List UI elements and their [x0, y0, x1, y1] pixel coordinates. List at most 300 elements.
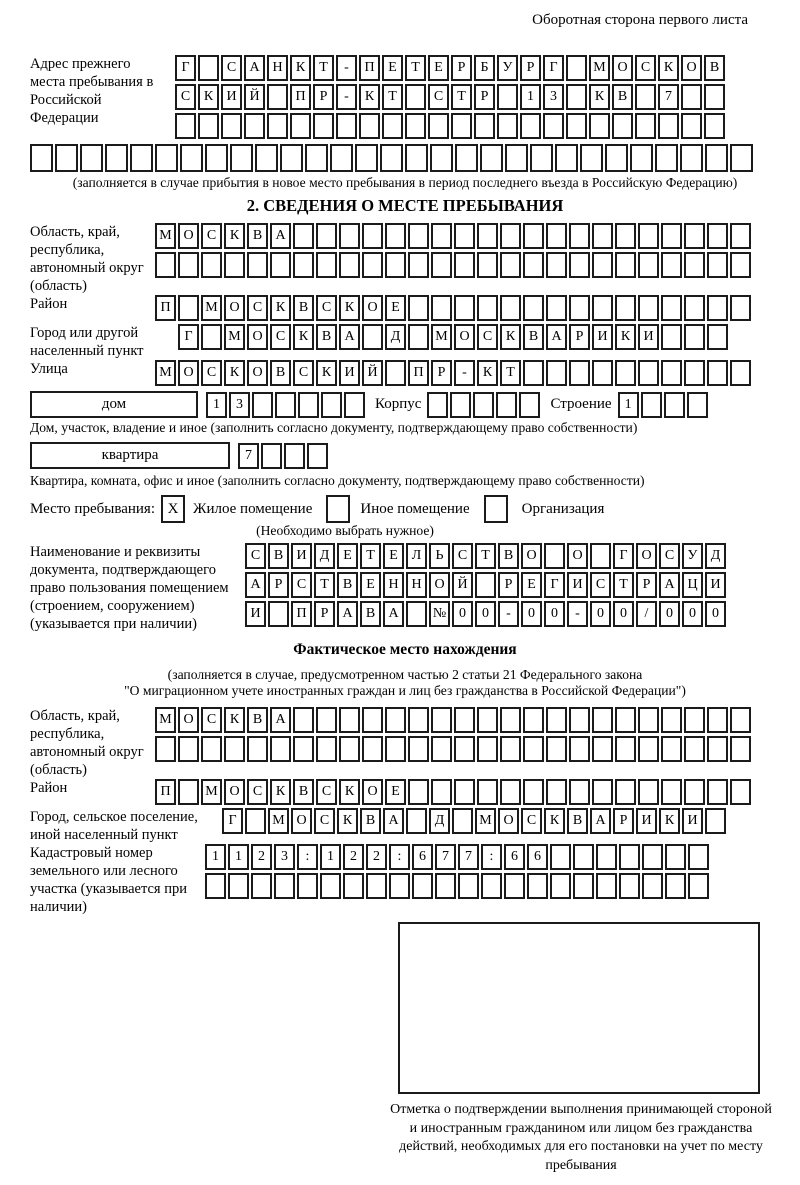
char-cell [569, 736, 590, 762]
char-cell [569, 707, 590, 733]
char-cell [201, 324, 222, 350]
char-cell [664, 392, 685, 418]
zhiloe-label: Жилое помещение [193, 500, 313, 517]
char-cell: О [636, 543, 657, 569]
char-cell: Е [385, 779, 406, 805]
char-cell [497, 113, 518, 139]
char-cell [80, 144, 103, 172]
char-cell: Г [175, 55, 196, 81]
char-cell [505, 144, 528, 172]
char-cell: Р [474, 84, 495, 110]
char-cell: В [247, 223, 268, 249]
char-cell: / [636, 601, 657, 627]
char-cell [546, 707, 567, 733]
char-cell: 0 [475, 601, 496, 627]
char-cell [55, 144, 78, 172]
char-cell [615, 736, 636, 762]
mesto-caption: (Необходимо выбрать нужное) [256, 523, 434, 538]
char-cell [573, 844, 594, 870]
char-cell [707, 360, 728, 386]
char-cell [704, 84, 725, 110]
char-cell: В [704, 55, 725, 81]
char-cell [530, 144, 553, 172]
char-cell [477, 707, 498, 733]
char-cell [500, 779, 521, 805]
char-cell [523, 736, 544, 762]
char-cell [688, 873, 709, 899]
section2-title: 2. СВЕДЕНИЯ О МЕСТЕ ПРЕБЫВАНИЯ [246, 196, 564, 215]
char-cell [178, 779, 199, 805]
char-cell: Е [428, 55, 449, 81]
korpus-cells [427, 392, 540, 418]
char-cell: М [155, 707, 176, 733]
char-cell: И [592, 324, 613, 350]
char-cell [362, 707, 383, 733]
char-cell: У [682, 543, 703, 569]
char-cell [382, 113, 403, 139]
char-cell [408, 252, 429, 278]
char-cell [316, 707, 337, 733]
char-cell [473, 392, 494, 418]
char-cell [661, 295, 682, 321]
inoe-label: Иное помещение [360, 500, 470, 517]
char-cell: К [477, 360, 498, 386]
char-cell: 6 [527, 844, 548, 870]
char-cell: С [270, 324, 291, 350]
char-cell [500, 736, 521, 762]
char-cell [619, 873, 640, 899]
char-cell [680, 144, 703, 172]
char-cell [684, 223, 705, 249]
char-cell [105, 144, 128, 172]
char-cell [684, 360, 705, 386]
char-cell [635, 84, 656, 110]
char-cell: А [270, 223, 291, 249]
char-cell: Р [268, 572, 289, 598]
char-cell: И [636, 808, 657, 834]
char-cell: - [567, 601, 588, 627]
char-cell: П [359, 55, 380, 81]
char-cell: Д [385, 324, 406, 350]
char-cell [705, 144, 728, 172]
checkbox-cell [326, 495, 350, 523]
char-cell [362, 736, 383, 762]
char-cell [681, 113, 702, 139]
char-cell [408, 779, 429, 805]
char-cell [290, 113, 311, 139]
char-cell [500, 707, 521, 733]
fakt-rayon-row [155, 779, 780, 805]
char-cell: 0 [682, 601, 703, 627]
char-cell: К [359, 84, 380, 110]
fakt-oblast-label: Область, край, республика, автономный округ (область) [30, 708, 144, 778]
char-cell [480, 144, 503, 172]
fakt-gorod-row [222, 808, 780, 834]
rayon-field [30, 295, 780, 324]
char-cell: И [682, 808, 703, 834]
char-cell [321, 392, 342, 418]
char-cell [477, 779, 498, 805]
char-cell [665, 844, 686, 870]
char-cell [569, 252, 590, 278]
doc-row-1 [245, 543, 780, 569]
char-cell [573, 873, 594, 899]
char-cell [454, 736, 475, 762]
char-cell [596, 844, 617, 870]
char-cell [268, 601, 289, 627]
char-cell [344, 392, 365, 418]
char-cell [275, 392, 296, 418]
char-cell [228, 873, 249, 899]
kadastr-field [30, 844, 780, 916]
char-cell: В [360, 601, 381, 627]
char-cell [520, 113, 541, 139]
char-cell [244, 113, 265, 139]
prev-address-row-2 [175, 84, 780, 110]
char-cell: Т [451, 84, 472, 110]
fakt-oblast-row-2 [155, 736, 780, 762]
char-cell: Р [569, 324, 590, 350]
char-cell [523, 223, 544, 249]
char-cell [313, 113, 334, 139]
char-cell [592, 707, 613, 733]
prev-address-row-4 [30, 144, 780, 172]
char-cell: - [498, 601, 519, 627]
kvartira-caption: Квартира, комната, офис и иное (заполнить согласно документу, подтверждающему право собственности) [30, 473, 645, 488]
char-cell: М [589, 55, 610, 81]
char-cell [592, 779, 613, 805]
char-cell [155, 736, 176, 762]
char-cell: К [500, 324, 521, 350]
char-cell: А [245, 572, 266, 598]
char-cell [293, 223, 314, 249]
char-cell [412, 873, 433, 899]
char-cell: 0 [613, 601, 634, 627]
char-cell [408, 223, 429, 249]
char-cell [497, 84, 518, 110]
char-cell [454, 252, 475, 278]
char-cell: П [155, 295, 176, 321]
char-cell: : [389, 844, 410, 870]
stamp-caption: Отметка о подтверждении выполнения принимающей стороной и иностранным гражданином или лицом без гражданства действий, необходимых для его постановки на учет по месту пребывания [390, 1102, 772, 1173]
char-cell [592, 736, 613, 762]
char-cell: С [635, 55, 656, 81]
char-cell [615, 360, 636, 386]
char-cell: К [293, 324, 314, 350]
char-cell [452, 808, 473, 834]
char-cell: 3 [229, 392, 250, 418]
stroenie-cells [618, 392, 708, 418]
char-cell: Т [313, 55, 334, 81]
char-cell: 1 [618, 392, 639, 418]
char-cell: Г [222, 808, 243, 834]
char-cell: И [567, 572, 588, 598]
char-cell: К [224, 223, 245, 249]
char-cell [481, 873, 502, 899]
char-cell [704, 113, 725, 139]
char-cell [267, 113, 288, 139]
ulitsa-field [30, 360, 780, 389]
char-cell [642, 844, 663, 870]
char-cell: 7 [658, 84, 679, 110]
char-cell: 1 [520, 84, 541, 110]
char-cell: 0 [590, 601, 611, 627]
char-cell [307, 443, 328, 469]
mesto-row [30, 495, 780, 523]
char-cell: Т [405, 55, 426, 81]
char-cell [592, 360, 613, 386]
char-cell [661, 252, 682, 278]
char-cell [638, 295, 659, 321]
char-cell [180, 144, 203, 172]
char-cell [500, 223, 521, 249]
char-cell [175, 113, 196, 139]
char-cell: 2 [366, 844, 387, 870]
char-cell [638, 736, 659, 762]
kvartira-box: квартира [30, 442, 230, 469]
char-cell [705, 808, 726, 834]
char-cell [297, 873, 318, 899]
doc-row-2 [245, 572, 780, 598]
char-cell: П [290, 84, 311, 110]
char-cell [477, 252, 498, 278]
fakt-gorod-label: Город, сельское поселение, иной населенный пункт [30, 809, 198, 843]
char-cell: П [408, 360, 429, 386]
char-cell: С [521, 808, 542, 834]
char-cell [293, 707, 314, 733]
char-cell [500, 295, 521, 321]
char-cell: 0 [705, 601, 726, 627]
char-cell [500, 252, 521, 278]
char-cell [316, 223, 337, 249]
char-cell: К [198, 84, 219, 110]
char-cell [555, 144, 578, 172]
char-cell [566, 55, 587, 81]
char-cell [155, 252, 176, 278]
fakt-rayon-field [30, 779, 780, 808]
char-cell [684, 736, 705, 762]
char-cell [477, 295, 498, 321]
char-cell: Ц [682, 572, 703, 598]
char-cell: О [567, 543, 588, 569]
char-cell: А [383, 808, 404, 834]
char-cell [339, 707, 360, 733]
char-cell [638, 707, 659, 733]
char-cell: К [589, 84, 610, 110]
dom-number-cells [206, 392, 365, 418]
char-cell [454, 295, 475, 321]
oblast-field [30, 223, 780, 295]
char-cell [252, 392, 273, 418]
fakt-oblast-row-1 [155, 707, 780, 733]
char-cell [339, 736, 360, 762]
char-cell [615, 707, 636, 733]
char-cell [569, 223, 590, 249]
char-cell: С [316, 779, 337, 805]
char-cell [684, 707, 705, 733]
char-cell [546, 295, 567, 321]
char-cell [247, 736, 268, 762]
char-cell [293, 736, 314, 762]
char-cell: 2 [343, 844, 364, 870]
char-cell [630, 144, 653, 172]
char-cell [592, 223, 613, 249]
char-cell [546, 360, 567, 386]
prev-address-row-1 [175, 55, 780, 81]
char-cell [566, 113, 587, 139]
char-cell [684, 779, 705, 805]
char-cell: О [178, 223, 199, 249]
char-cell [178, 295, 199, 321]
char-cell: К [224, 707, 245, 733]
char-cell [638, 360, 659, 386]
char-cell [451, 113, 472, 139]
char-cell: Й [452, 572, 473, 598]
char-cell: 0 [659, 601, 680, 627]
char-cell: С [316, 295, 337, 321]
char-cell: О [521, 543, 542, 569]
char-cell: 1 [320, 844, 341, 870]
char-cell [661, 779, 682, 805]
char-cell: М [201, 779, 222, 805]
char-cell: О [362, 779, 383, 805]
kvartira-cells [238, 443, 328, 469]
char-cell [178, 736, 199, 762]
gorod-label: Город или другой населенный пункт [30, 325, 144, 359]
char-cell: С [175, 84, 196, 110]
char-cell [428, 113, 449, 139]
char-cell [224, 252, 245, 278]
char-cell: А [383, 601, 404, 627]
char-cell [366, 873, 387, 899]
char-cell [274, 873, 295, 899]
char-cell: К [316, 360, 337, 386]
char-cell: К [339, 295, 360, 321]
char-cell: Ь [429, 543, 450, 569]
char-cell: О [498, 808, 519, 834]
char-cell [362, 252, 383, 278]
char-cell [431, 252, 452, 278]
char-cell [523, 360, 544, 386]
char-cell: Г [544, 572, 565, 598]
doc-row-3 [245, 601, 780, 627]
char-cell: К [224, 360, 245, 386]
char-cell [435, 873, 456, 899]
char-cell [320, 873, 341, 899]
oblast-row-1 [155, 223, 780, 249]
char-cell [330, 144, 353, 172]
kadastr-row-2 [205, 873, 780, 899]
char-cell: 6 [504, 844, 525, 870]
char-cell: В [612, 84, 633, 110]
char-cell: У [497, 55, 518, 81]
checkbox-cell [484, 495, 508, 523]
char-cell [566, 84, 587, 110]
char-cell [615, 223, 636, 249]
char-cell [641, 392, 662, 418]
oblast-row-2 [155, 252, 780, 278]
char-cell: Р [313, 84, 334, 110]
char-cell [454, 779, 475, 805]
gorod-field [30, 324, 780, 360]
korpus-label: Корпус [375, 396, 422, 412]
char-cell: И [339, 360, 360, 386]
char-cell [201, 736, 222, 762]
char-cell [245, 808, 266, 834]
char-cell: Й [362, 360, 383, 386]
char-cell [684, 252, 705, 278]
char-cell: С [477, 324, 498, 350]
char-cell: И [221, 84, 242, 110]
char-cell [454, 223, 475, 249]
char-cell [661, 360, 682, 386]
char-cell [431, 779, 452, 805]
char-cell [474, 113, 495, 139]
char-cell [385, 707, 406, 733]
char-cell [523, 779, 544, 805]
char-cell: Л [406, 543, 427, 569]
char-cell [687, 392, 708, 418]
dom-caption: Дом, участок, владение и иное (заполнить согласно документу, подтверждающему право собственности) [30, 420, 638, 435]
char-cell: М [431, 324, 452, 350]
char-cell: К [658, 55, 679, 81]
dom-box: дом [30, 391, 198, 418]
char-cell: В [498, 543, 519, 569]
char-cell: О [362, 295, 383, 321]
char-cell [590, 543, 611, 569]
char-cell: А [270, 707, 291, 733]
char-cell [355, 144, 378, 172]
char-cell [201, 252, 222, 278]
char-cell: О [247, 324, 268, 350]
char-cell [408, 324, 429, 350]
fakt-caption-2: "О миграционном учете иностранных граждан и лиц без гражданства в Российской Федерации") [124, 683, 686, 698]
char-cell [619, 844, 640, 870]
char-cell [270, 736, 291, 762]
dom-row [30, 391, 780, 418]
char-cell: В [567, 808, 588, 834]
char-cell [475, 572, 496, 598]
char-cell [261, 443, 282, 469]
char-cell: П [155, 779, 176, 805]
char-cell: Е [360, 572, 381, 598]
char-cell: О [612, 55, 633, 81]
char-cell [362, 223, 383, 249]
char-cell [688, 844, 709, 870]
char-cell [224, 736, 245, 762]
char-cell [596, 873, 617, 899]
doc-label: Наименование и реквизиты документа, подтверждающего право пользования помещением (строением, сооружением) (указывается при наличии) [30, 544, 229, 632]
char-cell: 3 [543, 84, 564, 110]
char-cell [251, 873, 272, 899]
char-cell: Р [314, 601, 335, 627]
char-cell [359, 113, 380, 139]
char-cell [638, 779, 659, 805]
char-cell: С [247, 779, 268, 805]
char-cell [665, 873, 686, 899]
char-cell [339, 252, 360, 278]
ulitsa-row [155, 360, 780, 386]
char-cell [458, 873, 479, 899]
prev-address-row-3 [175, 113, 780, 139]
char-cell [343, 873, 364, 899]
char-cell: 3 [274, 844, 295, 870]
char-cell: Г [178, 324, 199, 350]
char-cell [198, 55, 219, 81]
char-cell: М [268, 808, 289, 834]
char-cell [707, 223, 728, 249]
char-cell [298, 392, 319, 418]
